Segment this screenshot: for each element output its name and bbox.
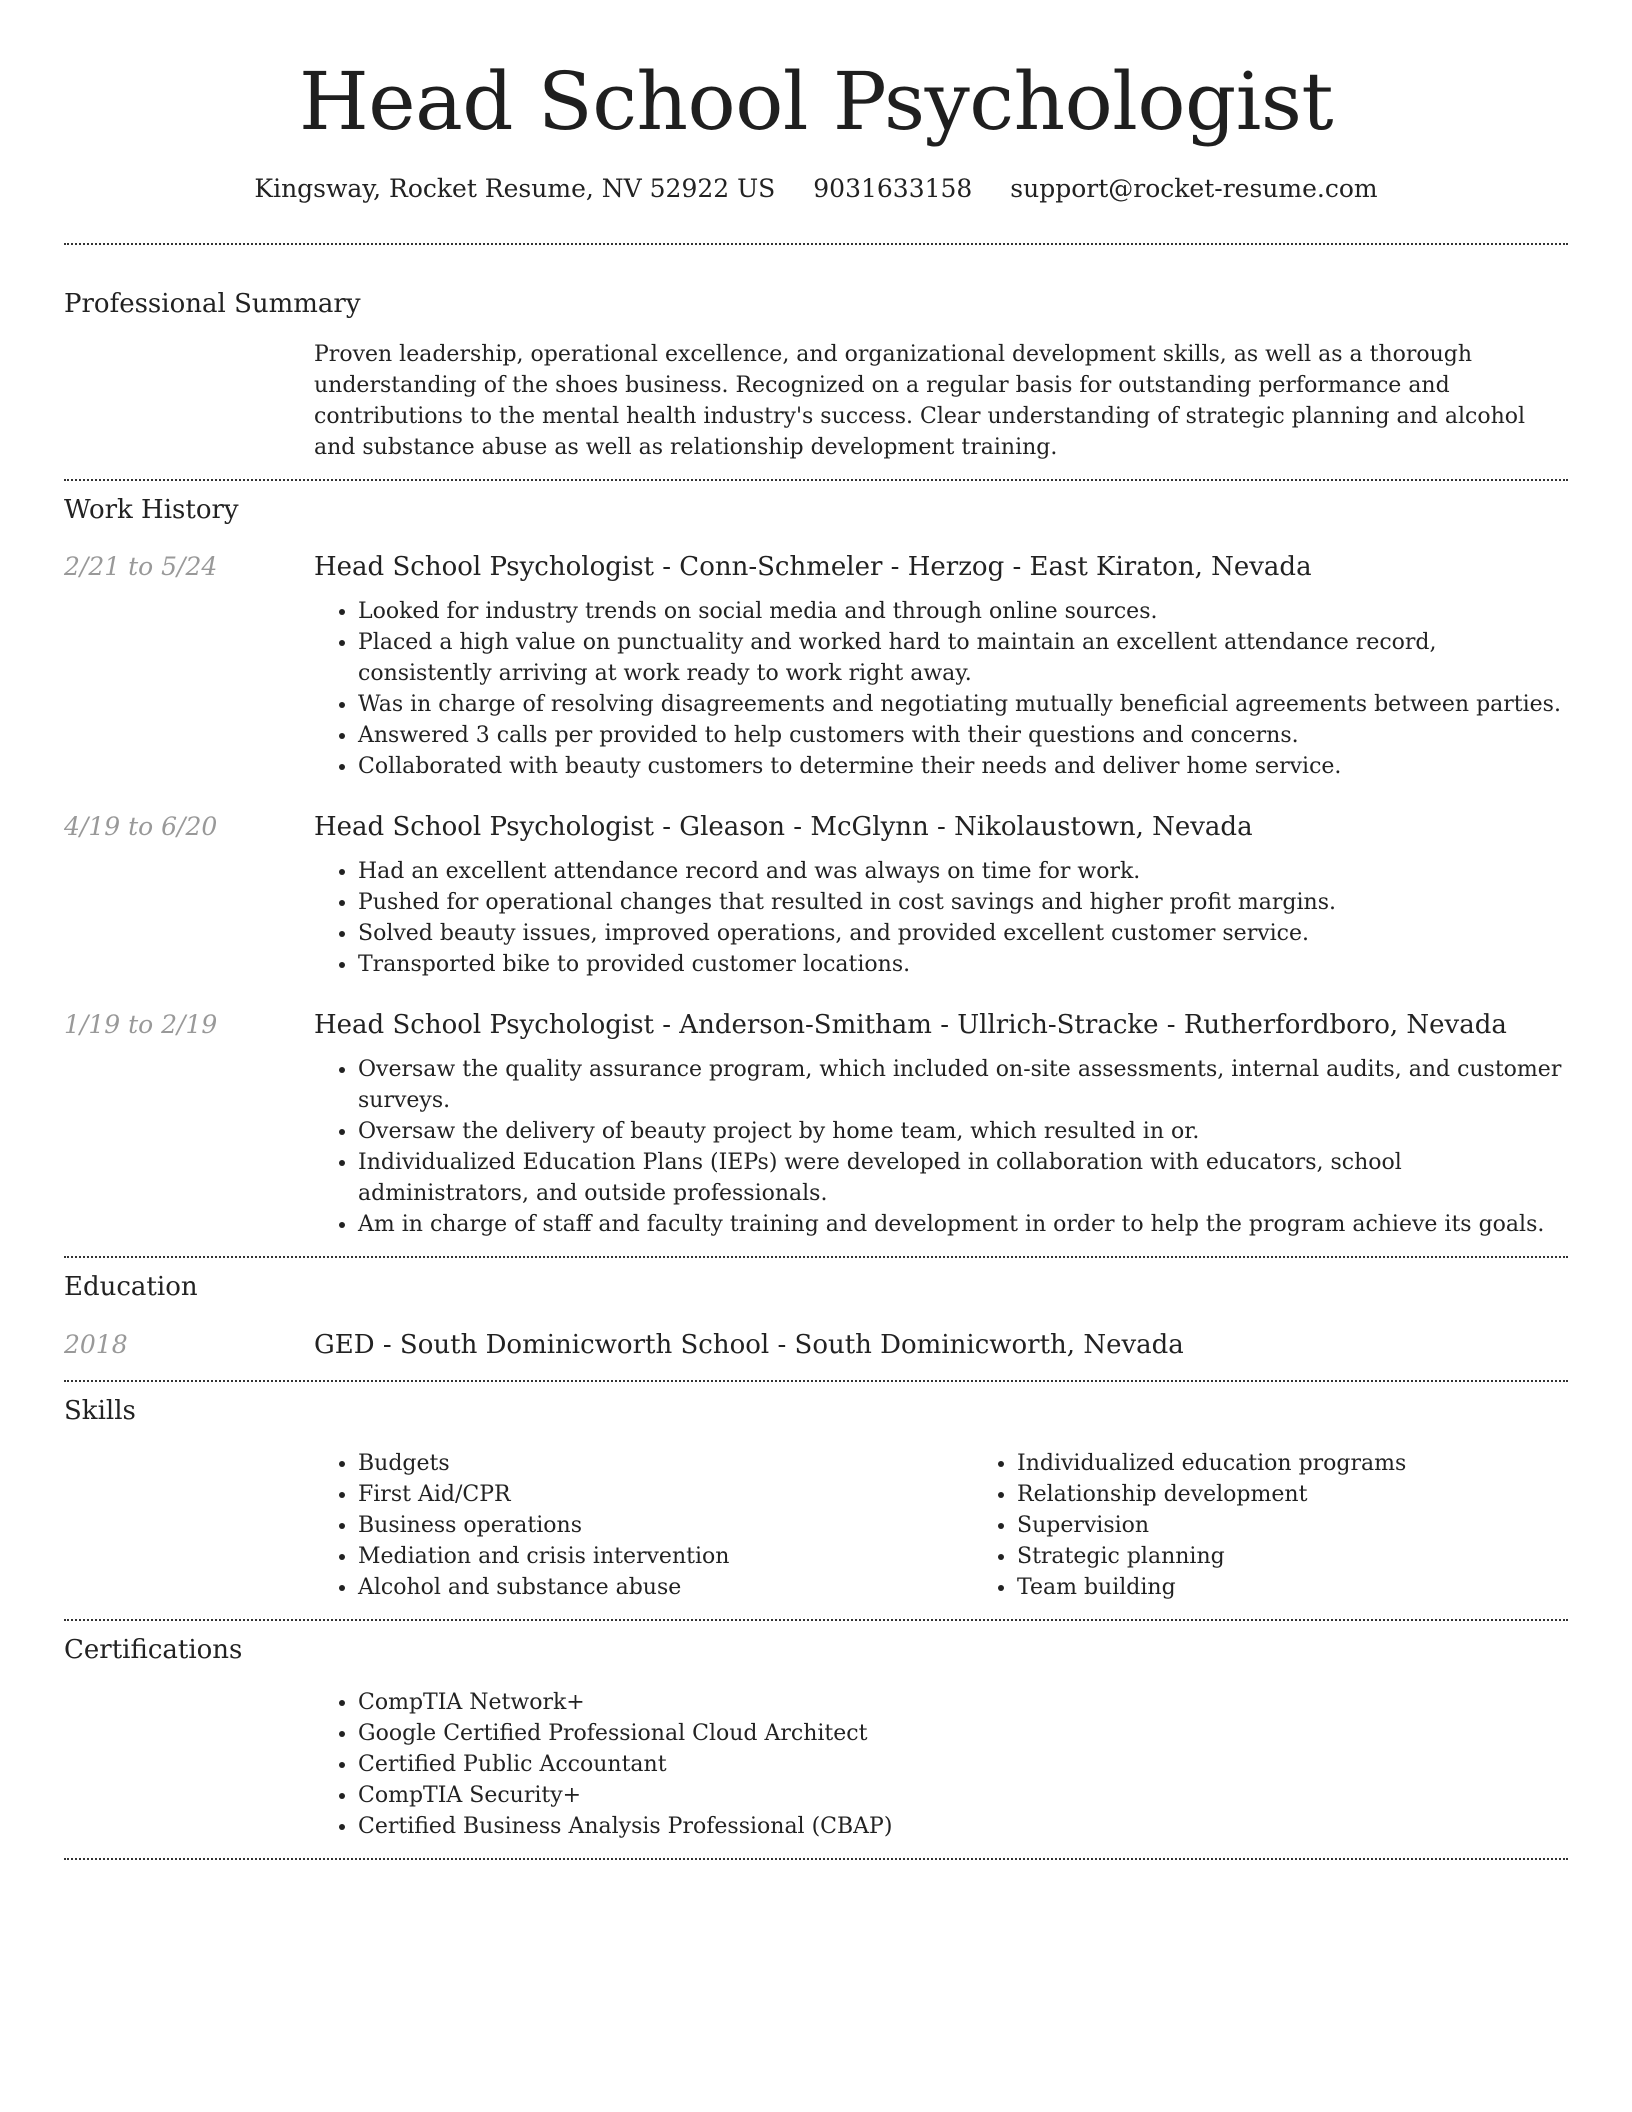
section-title-work-history: Work History [64, 495, 239, 525]
list-item: • Solved beauty issues, improved operations, and provided excellent customer service. [358, 918, 1568, 949]
skills-section [64, 1394, 1568, 1603]
list-item: • Certified Public Accountant [358, 1749, 1568, 1780]
job-dates: 1/19 to 2/19 [64, 1010, 218, 1039]
education-section [64, 1270, 1568, 1362]
list-item: • Certified Business Analysis Professional (CBAP) [358, 1811, 1568, 1842]
contact-phone: 9031633158 [813, 174, 973, 203]
education-year: 2018 [64, 1330, 128, 1359]
section-title-education: Education [64, 1272, 198, 1302]
job-dates: 2/21 to 5/24 [64, 552, 218, 581]
candidate-name: Head School Psychologist [298, 55, 1334, 148]
certifications-section [64, 1633, 1568, 1842]
job-entry [64, 1008, 1568, 1240]
list-item: • CompTIA Security+ [358, 1780, 1568, 1811]
list-item: • Looked for industry trends on social media and through online sources. [358, 596, 1568, 627]
list-item: • Team building [1017, 1572, 1632, 1603]
list-item: • Was in charge of resolving disagreements and negotiating mutually beneficial agreements between parties. [358, 689, 1568, 720]
list-item: • Oversaw the delivery of beauty project by home team, which resulted in or. [358, 1116, 1568, 1147]
list-item: • Pushed for operational changes that resulted in cost savings and higher profit margins. [358, 887, 1568, 918]
job-heading: Head School Psychologist - Conn-Schmeler - Herzog - East Kiraton, Nevada [314, 552, 1312, 582]
divider [64, 479, 1568, 481]
list-item: • Collaborated with beauty customers to determine their needs and deliver home service. [358, 751, 1568, 782]
list-item: • Google Certified Professional Cloud Architect [358, 1718, 1568, 1749]
list-item: • Alcohol and substance abuse [358, 1572, 973, 1603]
list-item: • Budgets [358, 1448, 973, 1479]
section-title-skills: Skills [64, 1396, 136, 1426]
list-item: • Had an excellent attendance record and was always on time for work. [358, 856, 1568, 887]
summary-section [64, 287, 1568, 463]
job-heading: Head School Psychologist - Anderson-Smitham - Ullrich-Stracke - Rutherfordboro, Nevada [314, 1010, 1507, 1040]
certifications-list [314, 1687, 1568, 1842]
job-entry [64, 550, 1568, 782]
divider [64, 1858, 1568, 1860]
list-item: • Oversaw the quality assurance program, which included on-site assessments, internal audits, and customer surveys. [358, 1054, 1568, 1116]
education-entry: GED - South Dominicworth School - South Dominicworth, Nevada [314, 1330, 1184, 1360]
list-item: • Relationship development [1017, 1479, 1632, 1510]
summary-text: Proven leadership, operational excellence, and organizational development skills, as well as a thorough understanding of the shoes business. Recognized on a regular basis for outstanding performance and contributions to the mental health industry's success. Clear understanding of strategic planning and alcohol and substance abuse as well as relationship development training. [314, 342, 1526, 460]
list-item: • Individualized education programs [1017, 1448, 1632, 1479]
job-bullets [314, 1054, 1568, 1240]
resume-page [64, 0, 1568, 1860]
job-bullets [314, 596, 1568, 782]
divider [64, 243, 1568, 245]
contact-line [64, 172, 1568, 206]
job-entry [64, 810, 1568, 980]
contact-email: support@rocket-resume.com [1010, 174, 1378, 203]
skills-list-right [973, 1448, 1632, 1603]
list-item: • Placed a high value on punctuality and worked hard to maintain an excellent attendance record, consistently arriving at work ready to work right away. [358, 627, 1568, 689]
list-item: • Transported bike to provided customer locations. [358, 949, 1568, 980]
divider [64, 1619, 1568, 1621]
section-title-summary: Professional Summary [64, 289, 361, 319]
list-item: • Am in charge of staff and faculty training and development in order to help the program achieve its goals. [358, 1209, 1568, 1240]
job-bullets [314, 856, 1568, 980]
list-item: • Business operations [358, 1510, 973, 1541]
divider [64, 1256, 1568, 1258]
list-item: • CompTIA Network+ [358, 1687, 1568, 1718]
list-item: • Individualized Education Plans (IEPs) were developed in collaboration with educators, school administrators, and outside professionals. [358, 1147, 1568, 1209]
list-item: • Answered 3 calls per provided to help customers with their questions and concerns. [358, 720, 1568, 751]
list-item: • Strategic planning [1017, 1541, 1632, 1572]
contact-address: Kingsway, Rocket Resume, NV 52922 US [254, 174, 776, 203]
list-item: • Mediation and crisis intervention [358, 1541, 973, 1572]
work-history-section [64, 493, 1568, 1240]
section-title-certifications: Certifications [64, 1635, 243, 1665]
skills-list-left [314, 1448, 973, 1603]
job-dates: 4/19 to 6/20 [64, 812, 218, 841]
job-heading: Head School Psychologist - Gleason - McGlynn - Nikolaustown, Nevada [314, 812, 1253, 842]
list-item: • First Aid/CPR [358, 1479, 973, 1510]
divider [64, 1380, 1568, 1382]
list-item: • Supervision [1017, 1510, 1632, 1541]
